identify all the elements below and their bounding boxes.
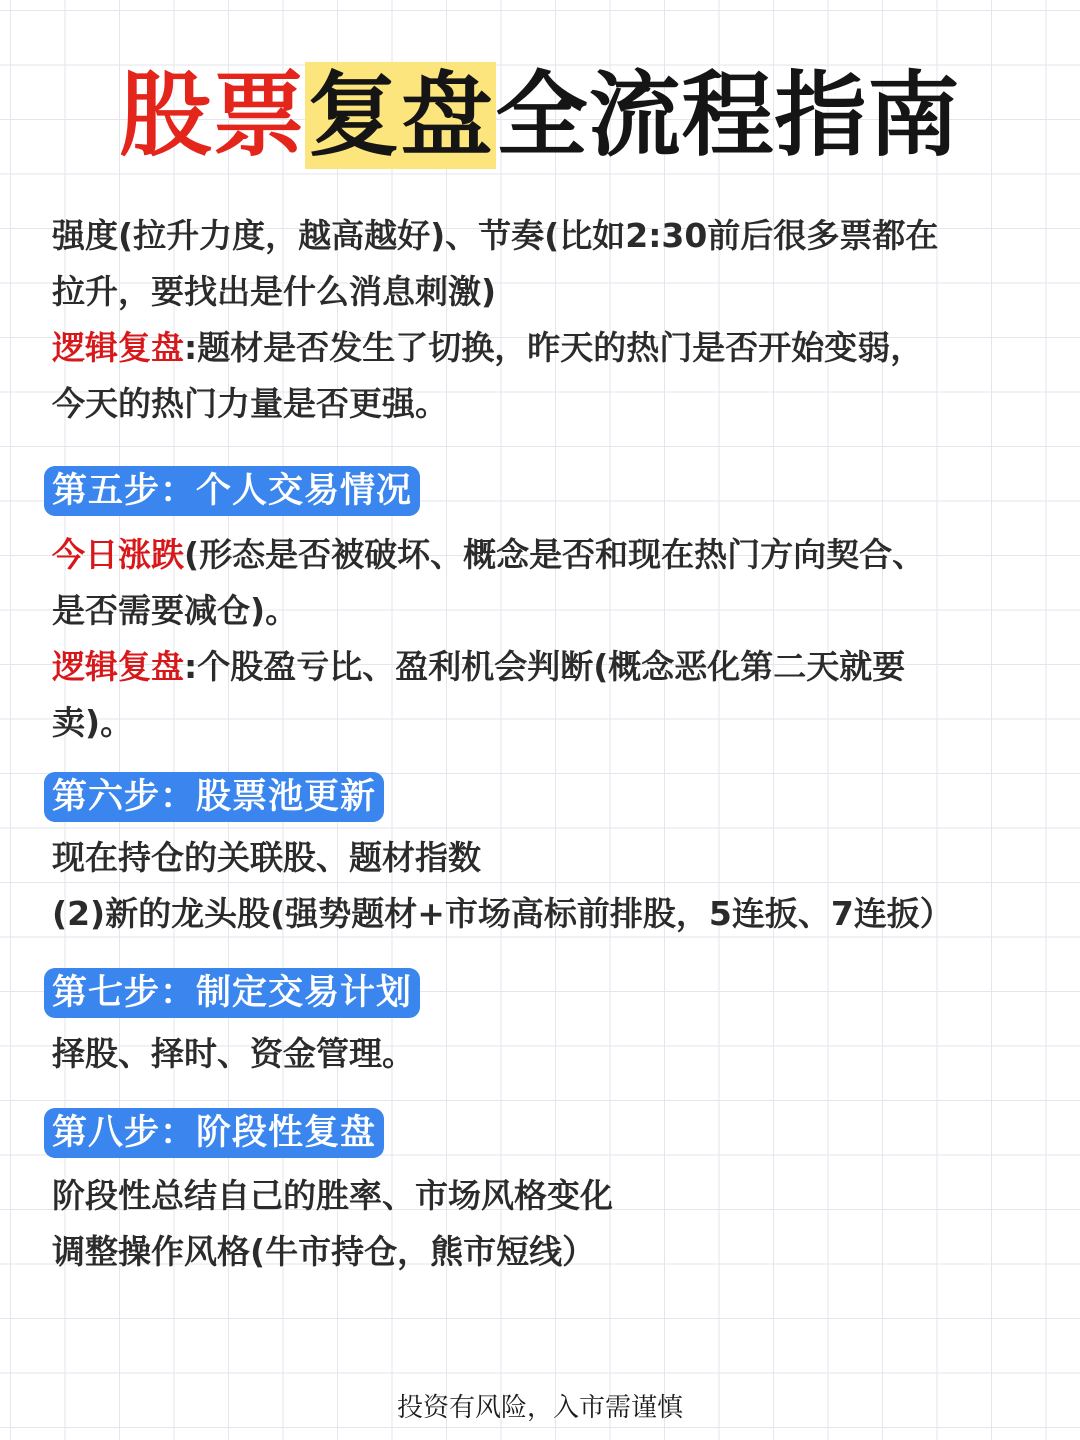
- step-5-content: [52, 527, 1042, 751]
- title-part-highlight: 复盘: [307, 62, 494, 169]
- step-6-heading: 第六步：股票池更新: [44, 772, 384, 822]
- risk-disclaimer: 投资有风险，入市需谨慎: [396, 1393, 683, 1423]
- intro-paragraph: [52, 208, 1042, 432]
- intro-logic-text-1: :题材是否发生了切换，昨天的热门是否开始变弱，: [184, 328, 924, 367]
- step-5-text-1a: (形态是否被破坏、概念是否和现在热门方向契合、: [184, 535, 926, 574]
- step-8-heading: 第八步：阶段性复盘: [44, 1108, 384, 1158]
- step-5-line-3: [52, 639, 1042, 695]
- step-5-heading: 第五步：个人交易情况: [44, 466, 420, 516]
- step-5-line-4: 卖)。: [52, 703, 134, 742]
- title-part-red: 股票: [119, 62, 306, 169]
- step-7-content: [52, 1026, 1042, 1082]
- step-5-line-1: [52, 527, 1042, 583]
- step-5-line-2: 是否需要减仓)。: [52, 591, 299, 630]
- step-6-content: [52, 830, 1042, 942]
- step-8-line-2: 调整操作风格(牛市持仓，熊市短线）: [52, 1232, 596, 1271]
- intro-line-1: 强度(拉升力度，越高越好)、节奏(比如2:30前后很多票都在: [52, 216, 939, 255]
- step-8-content: [52, 1168, 1042, 1280]
- step-7-heading: 第七步：制定交易计划: [44, 968, 420, 1018]
- page-title: [0, 52, 1080, 180]
- step-7-line-1: 择股、择时、资金管理。: [52, 1034, 415, 1073]
- step-8-line-1: 阶段性总结自己的胜率、市场风格变化: [52, 1176, 613, 1215]
- title-part-black: 全流程指南: [495, 62, 961, 169]
- today-change-label: 今日涨跌: [52, 535, 184, 574]
- step-5-text-2a: :个股盈亏比、盈利机会判断(概念恶化第二天就要: [184, 647, 906, 686]
- intro-logic-line-2: 今天的热门力量是否更强。: [52, 384, 448, 423]
- logic-review-label-2: 逻辑复盘: [52, 647, 184, 686]
- intro-line-2: 拉升，要找出是什么消息刺激): [52, 272, 497, 311]
- step-6-line-1: 现在持仓的关联股、题材指数: [52, 838, 481, 877]
- intro-logic-line-1: [52, 320, 1042, 376]
- step-6-line-2: (2)新的龙头股(强势题材+市场高标前排股，5连扳、7连扳）: [52, 894, 953, 933]
- logic-review-label: 逻辑复盘: [52, 328, 184, 367]
